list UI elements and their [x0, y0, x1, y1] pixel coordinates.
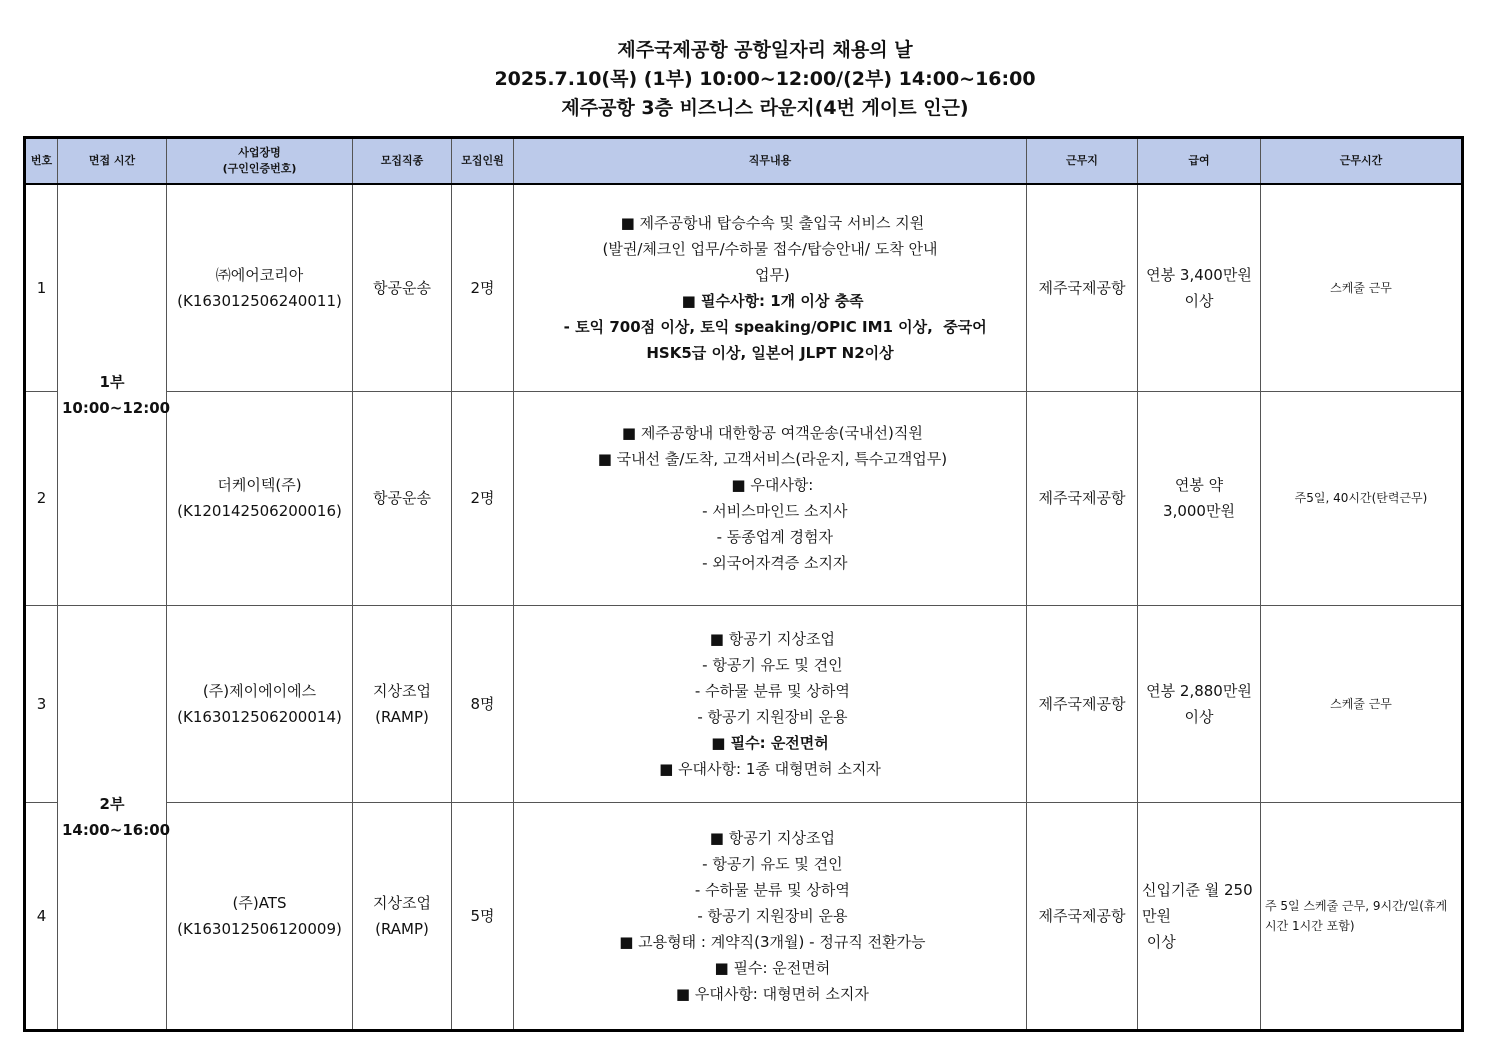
duty-line: ■ 제주공항내 대한항공 여객운송(국내선)직원: [617, 424, 923, 442]
company-name: (주)제이에이에스: [202, 681, 317, 700]
salary-line: 3,000만원: [1163, 502, 1235, 520]
salary-cell: [1138, 391, 1261, 605]
duties-cell: [514, 184, 1027, 391]
duty-line: - 토익 700점 이상, 토익 speaking/OPIC IM1 이상, 중국어: [553, 317, 987, 336]
duty-line: - 항공기 유도 및 견인: [697, 854, 843, 873]
col-header-company-cert: (구인인증번호): [222, 162, 297, 175]
session-time: 10:00~12:00: [62, 398, 171, 417]
duty-line: HSK5급 이상, 일본어 JLPT N2이상: [646, 343, 894, 362]
salary-line: 연봉 2,880만원: [1146, 681, 1252, 700]
duty-line: ■ 항공기 지상조업: [705, 828, 835, 847]
page-title: 제주국제공항 공항일자리 채용의 날: [617, 39, 913, 61]
salary-line: 연봉 3,400만원: [1146, 265, 1252, 284]
table-row: [25, 802, 1463, 1030]
row-number: 3: [25, 605, 58, 802]
salary-cell: [1138, 605, 1261, 802]
duty-line: ■ 필수사항: 1개 이상 충족: [676, 291, 864, 310]
duties-cell: [514, 391, 1027, 605]
table-row: [25, 605, 1463, 802]
job-type-sub: (RAMP): [375, 919, 429, 938]
session-time: 14:00~16:00: [62, 821, 171, 839]
duty-line: ■ 국내선 출/도착, 고객서비스(라운지, 특수고객업무): [592, 450, 948, 468]
company-cell: [167, 391, 353, 605]
session-cell: [58, 605, 171, 1030]
session-label: 2부: [99, 795, 125, 813]
duty-line: ■ 제주공항내 탑승수속 및 출입국 서비스 지원: [615, 213, 925, 232]
job-type: 지상조업: [373, 681, 431, 700]
company-cert-number: (K163012506200014): [177, 707, 342, 726]
duty-line: ■ 고용형태 : 계약직(3개월) - 정규직 전환가능: [614, 932, 926, 951]
work-hours: [1261, 391, 1463, 605]
session-label: 1부: [99, 372, 125, 391]
company-name: (주)ATS: [232, 893, 287, 912]
duty-line: - 외국어자격증 소지자: [692, 554, 848, 572]
col-header-company: [167, 138, 353, 185]
col-header-duties: 직무내용: [514, 138, 1027, 185]
duty-line: - 수하물 분류 및 상하역: [690, 681, 850, 700]
row-number: 4: [25, 802, 58, 1030]
table-row: [25, 184, 1463, 391]
company-cert-number: (K163012506120009): [177, 919, 342, 938]
salary-line: 만원: [1142, 906, 1171, 925]
work-hours-text: 스케줄 근무: [1330, 696, 1392, 711]
col-header-job-type: 모집직종: [353, 138, 452, 185]
company-name: ㈜에어코리아: [215, 265, 304, 284]
col-header-company-name: 사업장명: [238, 146, 281, 159]
duties-cell: [514, 802, 1027, 1030]
job-type: 지상조업: [373, 893, 431, 912]
workplace: 제주국제공항: [1027, 184, 1138, 391]
session-cell: [58, 184, 171, 605]
col-header-headcount: 모집인원: [452, 138, 514, 185]
company-cert-number: (K120142506200016): [177, 502, 342, 520]
job-type-cell: [353, 605, 452, 802]
duty-line: ■ 항공기 지상조업: [705, 629, 835, 648]
company-name: 더케이텍(주): [217, 476, 302, 494]
duty-line: ■ 우대사항:: [726, 476, 814, 494]
salary-line: 신입기준 월 250: [1142, 880, 1253, 899]
salary-line: 이상: [1142, 932, 1176, 951]
job-type-cell: [353, 391, 452, 605]
duty-line: - 동종업계 경험자: [707, 528, 833, 546]
table-row: [25, 391, 1463, 605]
work-hours: [1261, 802, 1463, 1030]
duty-line: - 항공기 유도 및 견인: [697, 655, 843, 674]
col-header-salary: 급여: [1138, 138, 1261, 185]
duties-cell: [514, 605, 1027, 802]
job-type-cell: [353, 802, 452, 1030]
row-number: 2: [25, 391, 58, 605]
event-location: 제주공항 3층 비즈니스 라운지(4번 게이트 인근): [561, 97, 969, 119]
duty-line: - 서비스마인드 소지사: [692, 502, 848, 520]
duty-line: ■ 우대사항: 1종 대형면허 소지자: [659, 759, 881, 778]
headcount: 5명: [452, 802, 514, 1030]
job-type: 항공운송: [373, 278, 431, 297]
duty-line: (발권/체크인 업무/수하물 접수/탑승안내/ 도착 안내: [602, 239, 938, 258]
work-hours-text: 주 5일 스케줄 근무, 9시간/일(휴게시간 1시간 포함): [1265, 898, 1448, 933]
duty-line: - 항공기 지원장비 운용: [692, 906, 848, 925]
work-hours-text: 스케줄 근무: [1330, 280, 1392, 295]
job-type: 항공운송: [373, 489, 431, 507]
job-listing-table: [23, 136, 1464, 1032]
salary-line: 이상: [1184, 291, 1214, 310]
headcount: 8명: [452, 605, 514, 802]
duty-line: ■ 필수: 운전면허: [711, 733, 829, 752]
header-row: [25, 138, 1463, 185]
duty-line: ■ 필수: 운전면허: [709, 958, 831, 977]
salary-cell: [1138, 184, 1261, 391]
company-cert-number: (K163012506240011): [177, 291, 342, 310]
salary-line: 연봉 약: [1174, 476, 1224, 494]
col-header-no: 번호: [25, 138, 58, 185]
job-type-cell: [353, 184, 452, 391]
salary-line: 이상: [1184, 707, 1214, 726]
salary-cell: [1138, 802, 1261, 1030]
company-cell: [167, 184, 353, 391]
work-hours: [1261, 605, 1463, 802]
workplace: 제주국제공항: [1027, 605, 1138, 802]
duty-line: ■ 우대사항: 대형면허 소지자: [671, 984, 869, 1003]
company-cell: [167, 802, 353, 1030]
workplace: 제주국제공항: [1027, 802, 1138, 1030]
duty-line: 업무): [750, 265, 790, 284]
col-header-time: 면접 시간: [58, 138, 167, 185]
headcount: 2명: [452, 184, 514, 391]
col-header-hours: 근무시간: [1261, 138, 1463, 185]
job-type-sub: (RAMP): [375, 707, 429, 726]
headcount: 2명: [452, 391, 514, 605]
duty-line: - 항공기 지원장비 운용: [692, 707, 848, 726]
work-hours-text: 주5일, 40시간(탄력근무): [1294, 491, 1428, 505]
col-header-workplace: 근무지: [1027, 138, 1138, 185]
title-block: [0, 36, 1500, 123]
workplace: 제주국제공항: [1027, 391, 1138, 605]
row-number: 1: [25, 184, 58, 391]
event-date-line: 2025.7.10(목) (1부) 10:00~12:00/(2부) 14:00~16:00: [494, 68, 1036, 90]
duty-line: - 수하물 분류 및 상하역: [690, 880, 850, 899]
work-hours: [1261, 184, 1463, 391]
company-cell: [167, 605, 353, 802]
